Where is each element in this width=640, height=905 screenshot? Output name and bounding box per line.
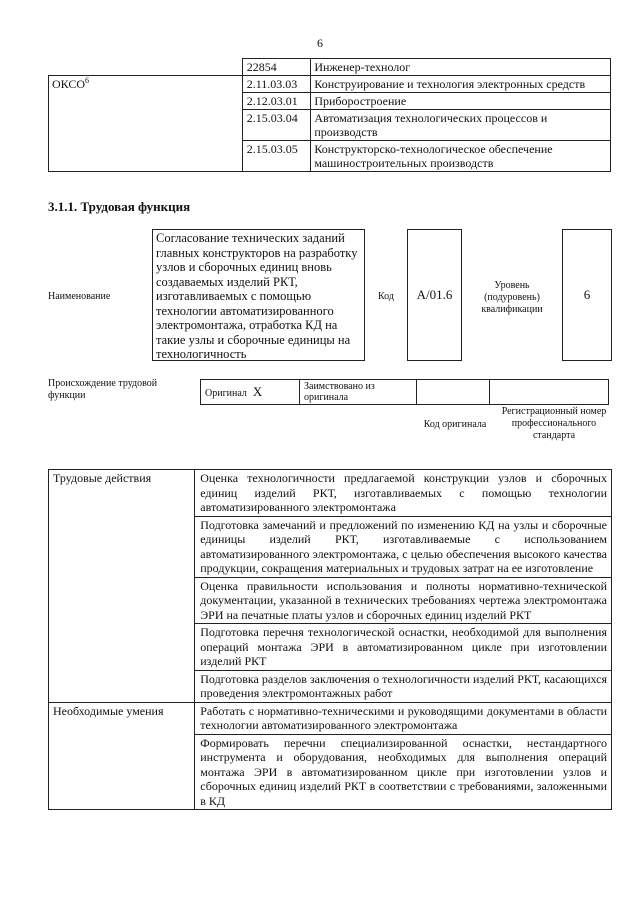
original-label: Оригинал xyxy=(205,388,247,399)
section-title: 3.1.1. Трудовая функция xyxy=(48,199,191,214)
original-mark: X xyxy=(252,384,263,399)
reg-number-caption: Регистрационный номер профессионального стандарта xyxy=(501,406,607,441)
qualification-level: 6 xyxy=(583,287,591,302)
okso-name: Конструкторско-технологическое обеспечение машиностроительных производств xyxy=(311,141,611,172)
okso-label-cell xyxy=(49,76,243,172)
okso-first-name: Инженер-технолог xyxy=(311,59,611,76)
okso-code: 2.11.03.03 xyxy=(242,76,311,93)
group-label: Трудовые действия xyxy=(49,470,195,703)
qualification-level-box xyxy=(562,229,612,361)
function-code-label: Код xyxy=(378,291,394,302)
okso-first-code: 22854 xyxy=(242,59,311,76)
function-code-box xyxy=(407,229,462,361)
table-cell: Оценка правильности использования и полноты нормативно-технической документации, указанной в технических требованиях чертежа электромонтажа ЭРИ на печатные платы узлов и сборочных единиц изделий РКТ xyxy=(195,577,612,624)
qualification-level-label: Уровень (подуровень) квалификации xyxy=(481,280,543,315)
page-number: 6 xyxy=(317,36,323,50)
original-code-cell xyxy=(417,380,490,405)
okso-name: Автоматизация технологических процессов и производств xyxy=(311,110,611,141)
table-row xyxy=(49,470,612,517)
okso-footnote: 6 xyxy=(85,76,90,85)
okso-name: Приборостроение xyxy=(311,93,611,110)
function-code: A/01.6 xyxy=(416,287,453,302)
table-cell: Работать с нормативно-техническими и руководящими документами в области технологии автоматизированного электромонтажа xyxy=(195,702,612,734)
table-cell: Оценка технологичности предлагаемой конструкции узлов и сборочных единиц изделий РКТ, изготавливаемых с помощью технологии автоматизированного электромонтажа xyxy=(195,470,612,517)
original-code-caption: Код оригинала xyxy=(423,419,487,430)
table-cell: Подготовка перечня технологической оснастки, необходимой для выполнения операций монтажа ЭРИ в автоматизированном цикле при изготовлении изделий РКТ xyxy=(195,624,612,671)
origin-table xyxy=(200,379,609,405)
okso-table xyxy=(48,58,611,172)
table-cell: Подготовка замечаний и предложений по изменению КД на узлы и сборочные единицы изделий РКТ, изготавливаемые с использованием автоматизированного электромонтажа, с целью обеспечения высокого качества продукции, сокращения материальных и трудовых затрат на ее изготовление xyxy=(195,516,612,577)
reg-number-cell xyxy=(490,380,609,405)
okso-code: 2.15.03.04 xyxy=(242,110,311,141)
okso-label: ОКСО xyxy=(52,77,86,91)
okso-name: Конструирование и технология электронных средств xyxy=(311,76,611,93)
okso-code: 2.15.03.05 xyxy=(242,141,311,172)
function-name-box: Согласование технических заданий главных конструкторов на разработку узлов и сборочных единиц вновь создаваемых изделий РКТ, изготавливаемых с помощью технологии автоматизированного электромонтажа, отработка КД на такие узлы и сборочные единицы на технологичность xyxy=(152,229,365,361)
function-name-label: Наименование xyxy=(48,291,111,302)
group-label: Необходимые умения xyxy=(49,702,195,810)
table-row xyxy=(49,702,612,734)
origin-label: Происхождение трудовой функции xyxy=(48,378,158,401)
okso-code: 2.12.03.01 xyxy=(242,93,311,110)
table-cell: Подготовка разделов заключения о технологичности изделий РКТ, касающихся проведения электромонтажных работ xyxy=(195,670,612,702)
original-cell xyxy=(201,380,300,405)
borrowed-label: Заимствовано из оригинала xyxy=(300,380,417,405)
table-cell: Формировать перечни специализированной оснастки, нестандартного инструмента и оборудования, необходимых для выполнения операций монтажа ЭРИ в автоматизированном цикле при изготовлении узлов и сборочных единиц изделий РКТ в соответствии с требованиями, заложенными в КД xyxy=(195,734,612,810)
labor-functions-table xyxy=(48,469,612,810)
